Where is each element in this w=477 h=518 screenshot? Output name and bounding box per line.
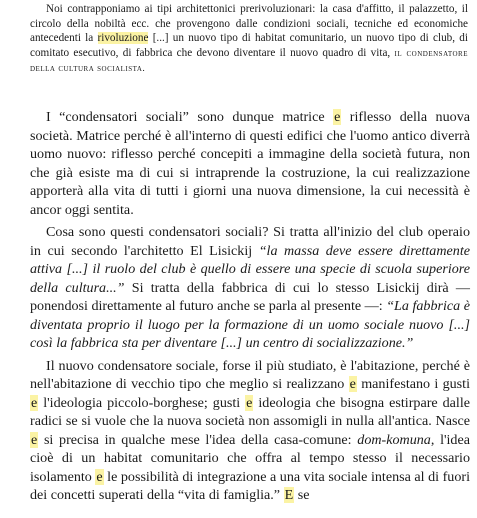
p2-lisickij-quote-2: “La fabbrica è diventata proprio il luogo per la formazione di un uomo sociale nuovo [...] così la fabbrica sta per diventare [...] un centro di socializzazione.”: [30, 298, 470, 351]
p3-text-f: si precisa in qualche mese l'idea della casa-comune:: [38, 431, 358, 448]
quote-attribution: il condensatore della cultura socialista.: [30, 47, 468, 75]
epigraph-quote: [30, 2, 468, 77]
p2-text-b: Si tratta della fabbrica di cui lo stesso Lisickij dirà — ponendosi direttamente al futuro anche se parla al presente —:: [30, 279, 470, 314]
p1-text-a: I “condensatori sociali” sono dunque matrice: [46, 109, 334, 125]
quote-text-1: Noi contrapponiamo ai tipi architettonici prerivoluzionari: la casa d'affitto, il palazzetto, il circolo della nobiltà ecc. che provengono dalle condizioni sociali, tecniche ed economiche antecedenti la: [30, 3, 468, 45]
body-text: [30, 108, 470, 505]
quote-text-2: [...] un nuovo tipo di habitat comunitario, un nuovo tipo di club, di comitato esecutivo, di fabbrica che devono diventare il nuovo quadro di vita,: [30, 32, 468, 59]
p3-dom-komuna: dom-komuna: [357, 431, 431, 448]
paragraph-3: [30, 357, 470, 505]
p3-text-h: le possibilità di integrazione a una vita sociale intensa al di fuori dei concetti superati della “vita di famiglia.”: [30, 468, 470, 503]
p1-text-b: riflesso della nuova società. Matrice perché è all'interno di questi edifici che l'uomo antico diverrà uomo nuovo: riflesso perché concepiti a immagine della società futura, non che già esiste ma di cui si intraprende la costruzione, la cui realizzazione apporterà alla vita di tutti i giorni una nuova dimensione, la cui necessità è ancor oggi sentita.: [30, 109, 470, 218]
p3-text-c: l'ideologia piccolo-borghese; gusti: [38, 394, 246, 411]
p3-text-a: Il nuovo condensatore sociale, forse il più studiato, è l'abitazione, perché è nell'abitazione di vecchio tipo che meglio si realizzano: [30, 357, 470, 392]
p3-text-d: ideologia che bisogna estirpare dalle radici se si vuole che la nuova società non assomigli in nulla all'antica. Nasce: [30, 394, 470, 429]
highlighted-conjunction: e: [349, 376, 356, 392]
highlighted-conjunction: E: [284, 487, 294, 503]
paragraph-1: [30, 108, 470, 219]
highlighted-conjunction: e: [96, 468, 103, 485]
p3-text-g: , l'idea cioè di un habitat comunitario che offra al tempo stesso il necessario isolamento: [30, 431, 470, 485]
highlighted-word: rivoluzione: [97, 32, 149, 45]
p2-lisickij-quote-1: “la massa deve essere direttamente attiva [...] il ruolo del club è quello di essere una specie di scuola superiore della cultura...”: [30, 242, 470, 296]
highlighted-conjunction: e: [31, 394, 38, 411]
p3-text-b: manifestano i gusti: [356, 376, 470, 392]
p2-text-a: Cosa sono questi condensatori sociali? Si tratta all'inizio del club operaio in cui secondo l'architetto El Lisickij: [30, 224, 470, 259]
highlighted-conjunction: e: [246, 394, 253, 411]
highlighted-conjunction: e: [31, 431, 38, 448]
paragraph-2: [30, 223, 470, 353]
highlighted-conjunction: e: [334, 109, 341, 125]
p3-text-j: se: [294, 487, 310, 503]
